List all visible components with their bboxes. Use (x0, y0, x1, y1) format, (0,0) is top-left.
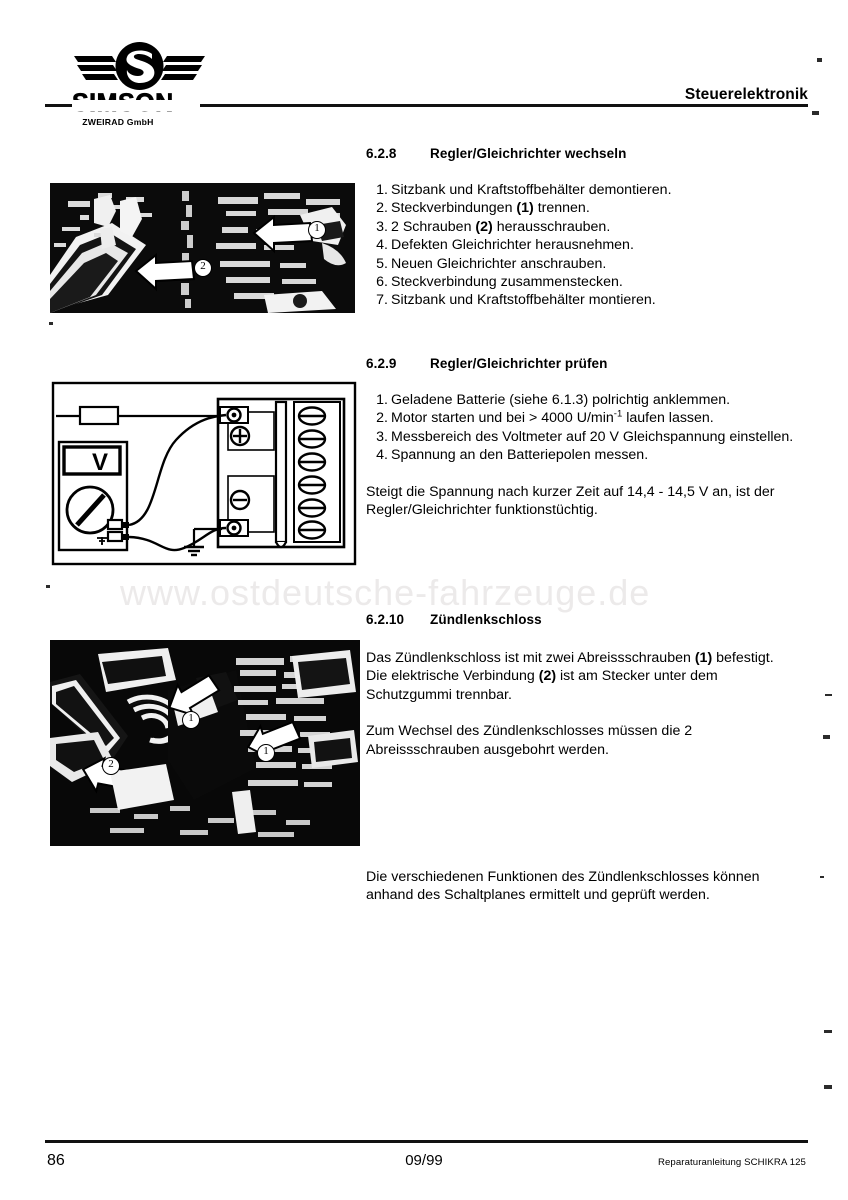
step-text-pre: Messbereich des Voltmeter auf 20 V Gleichspannung einstellen. (391, 428, 794, 445)
section-6-2-10 (366, 612, 806, 759)
issue-date: 09/99 (405, 1152, 443, 1169)
step-text-pre: Sitzbank und Kraftstoffbehälter demontieren. (391, 182, 672, 198)
step-text (391, 391, 806, 409)
paragraph-1-post: befestigt. (712, 650, 774, 666)
step-text (391, 446, 806, 464)
chapter-title: Steuerelektronik (684, 86, 808, 103)
multimeter-display-value: V (91, 449, 109, 476)
socket-lower (108, 532, 122, 541)
paragraph-2-pre: Die elektrische Verbindung (366, 668, 539, 685)
list-item (366, 391, 806, 409)
site-watermark: www.ostdeutsche-fahrzeuge.de (120, 572, 651, 613)
fuse-symbol (80, 407, 118, 424)
step-number: 4. (376, 237, 388, 254)
step-text-pre: Defekten Gleichrichter herausnehmen. (391, 237, 634, 254)
figure-voltmeter-diagram (50, 380, 358, 567)
section-6-2-8-title: Regler/Gleichrichter wechseln (430, 146, 627, 161)
step-text-pre: Spannung an den Batteriepolen messen. (391, 447, 649, 464)
list-item (366, 428, 806, 446)
figure-ignition-lock-photo (50, 640, 360, 846)
step-text-post: herausschrauben. (492, 218, 611, 235)
paragraph-1-pre: Das Zündlenkschloss ist mit zwei Abreissschrauben (366, 650, 695, 666)
step-number: 3. (376, 218, 388, 235)
step-number: 1. (376, 182, 388, 198)
section-6-2-8-number: 6.2.8 (366, 146, 397, 161)
step-text (391, 236, 806, 254)
scan-speck (812, 111, 819, 115)
step-text (391, 199, 806, 217)
step-text (391, 255, 806, 273)
footer-rule (45, 1140, 808, 1143)
callout-badge-1: 1 (308, 221, 326, 239)
step-text-bold: (1) (516, 200, 534, 217)
step-text (391, 218, 806, 236)
section-6-2-10-number: 6.2.10 (366, 612, 405, 627)
list-item (366, 273, 806, 291)
section-6-2-10-paragraph-1 (366, 649, 806, 667)
scan-speck (817, 58, 822, 62)
cell-cap (299, 477, 325, 494)
step-text-pre: Steckverbindung zusammenstecken. (391, 274, 623, 291)
scan-speck (823, 735, 830, 739)
step-text (391, 409, 806, 427)
cell-cap (299, 522, 325, 539)
page-header (0, 0, 848, 140)
step-text-pre: Neuen Gleichrichter anschrauben. (391, 255, 607, 272)
step-number: 2. (376, 410, 388, 427)
multimeter (59, 442, 129, 550)
simson-wing-emblem-icon (72, 42, 207, 90)
photo-ignition-lock-image (50, 640, 360, 846)
step-text-pre: Sitzbank und Kraftstoffbehälter montieren. (391, 292, 656, 309)
section-6-2-10-closing (366, 868, 806, 905)
photo-frame (50, 640, 360, 846)
simson-subtitle: ZWEIRAD GmbH (82, 117, 154, 127)
step-text-post: laufen lassen. (622, 410, 714, 427)
voltmeter-battery-schematic (50, 380, 358, 567)
simson-logo (72, 42, 207, 130)
section-6-2-9-paragraph: Steigt die Spannung nach kurzer Zeit auf 14,4 - 14,5 V an, ist der Regler/Gleichrichter funktionstüchtig. (366, 483, 775, 519)
socket-upper (108, 520, 122, 529)
section-6-2-10-paragraph-2 (366, 667, 806, 704)
figure-regulator-photo (50, 183, 355, 313)
step-number: 4. (376, 447, 388, 464)
step-text (391, 181, 806, 199)
paragraph-2-post: ist am Stecker unter dem Schutzgummi trennbar. (366, 668, 718, 703)
step-text-pre: Motor starten und bei > 4000 U/min (391, 410, 614, 427)
section-6-2-10-heading (366, 612, 806, 627)
step-text-pre: Geladene Batterie (siehe 6.1.3) polrichtig anklemmen. (391, 392, 731, 408)
photo-regulator-image (50, 183, 355, 313)
step-text-superscript: -1 (613, 408, 623, 420)
section-6-2-8 (366, 146, 806, 310)
callout-badge-2: 2 (194, 259, 212, 277)
section-6-2-10-paragraph-3: Zum Wechsel des Zündlenkschlosses müssen die 2 Abreissschrauben ausgebohrt werden. (366, 723, 693, 758)
photo-frame (50, 183, 355, 313)
scan-speck (820, 876, 824, 878)
list-item (366, 218, 806, 236)
callout-badge-1a: 1 (182, 711, 200, 729)
paragraph-1-bold: (1) (694, 650, 713, 666)
step-text-post: trennen. (533, 200, 590, 217)
battery (218, 399, 344, 547)
cell-cap (299, 431, 325, 448)
cell-cap (299, 500, 325, 517)
step-number: 6. (376, 274, 388, 291)
scan-speck (46, 585, 50, 588)
step-number: 2. (376, 200, 388, 217)
logo-rule-mask (72, 100, 200, 111)
step-number: 3. (376, 428, 388, 445)
step-text (391, 291, 806, 309)
section-6-2-9 (366, 356, 806, 519)
page-footer (0, 1140, 848, 1200)
list-item (366, 291, 806, 309)
list-item (366, 255, 806, 273)
section-6-2-8-steps (366, 181, 806, 310)
list-item (366, 199, 806, 217)
section-6-2-9-title: Regler/Gleichrichter prüfen (430, 356, 608, 371)
section-6-2-10-paragraph-4: Die verschiedenen Funktionen des Zündlenkschlosses können anhand des Schaltplanes ermittelt und geprüft werden. (366, 869, 760, 904)
callout-badge-1b: 1 (257, 744, 275, 762)
step-number: 1. (376, 392, 388, 408)
list-item (366, 409, 806, 427)
step-text-pre: 2 Schrauben (391, 218, 476, 235)
callout-badge-2b: 2 (102, 757, 120, 775)
step-text-pre: Steckverbindungen (391, 200, 517, 217)
cell-cap (299, 454, 325, 471)
scan-speck (825, 694, 832, 696)
scan-speck (824, 1085, 832, 1089)
section-6-2-10-title: Zündlenkschloss (430, 612, 542, 627)
section-6-2-9-steps (366, 391, 806, 465)
section-6-2-8-heading (366, 146, 806, 161)
section-6-2-9-heading (366, 356, 806, 371)
scan-speck (824, 1030, 832, 1033)
paragraph-2-bold: (2) (538, 668, 557, 685)
list-item (366, 446, 806, 464)
document-reference: Reparaturanleitung SCHIKRA 125 (657, 1157, 806, 1168)
step-text (391, 428, 806, 446)
step-text (391, 273, 806, 291)
scan-speck (49, 322, 53, 325)
list-item (366, 236, 806, 254)
cell-cap (299, 408, 325, 425)
step-text-bold: (2) (475, 218, 493, 235)
step-number: 5. (376, 255, 388, 272)
page-number: 86 (47, 1152, 65, 1169)
list-item (366, 181, 806, 199)
section-6-2-9-number: 6.2.9 (366, 356, 397, 371)
step-number: 7. (376, 292, 388, 309)
